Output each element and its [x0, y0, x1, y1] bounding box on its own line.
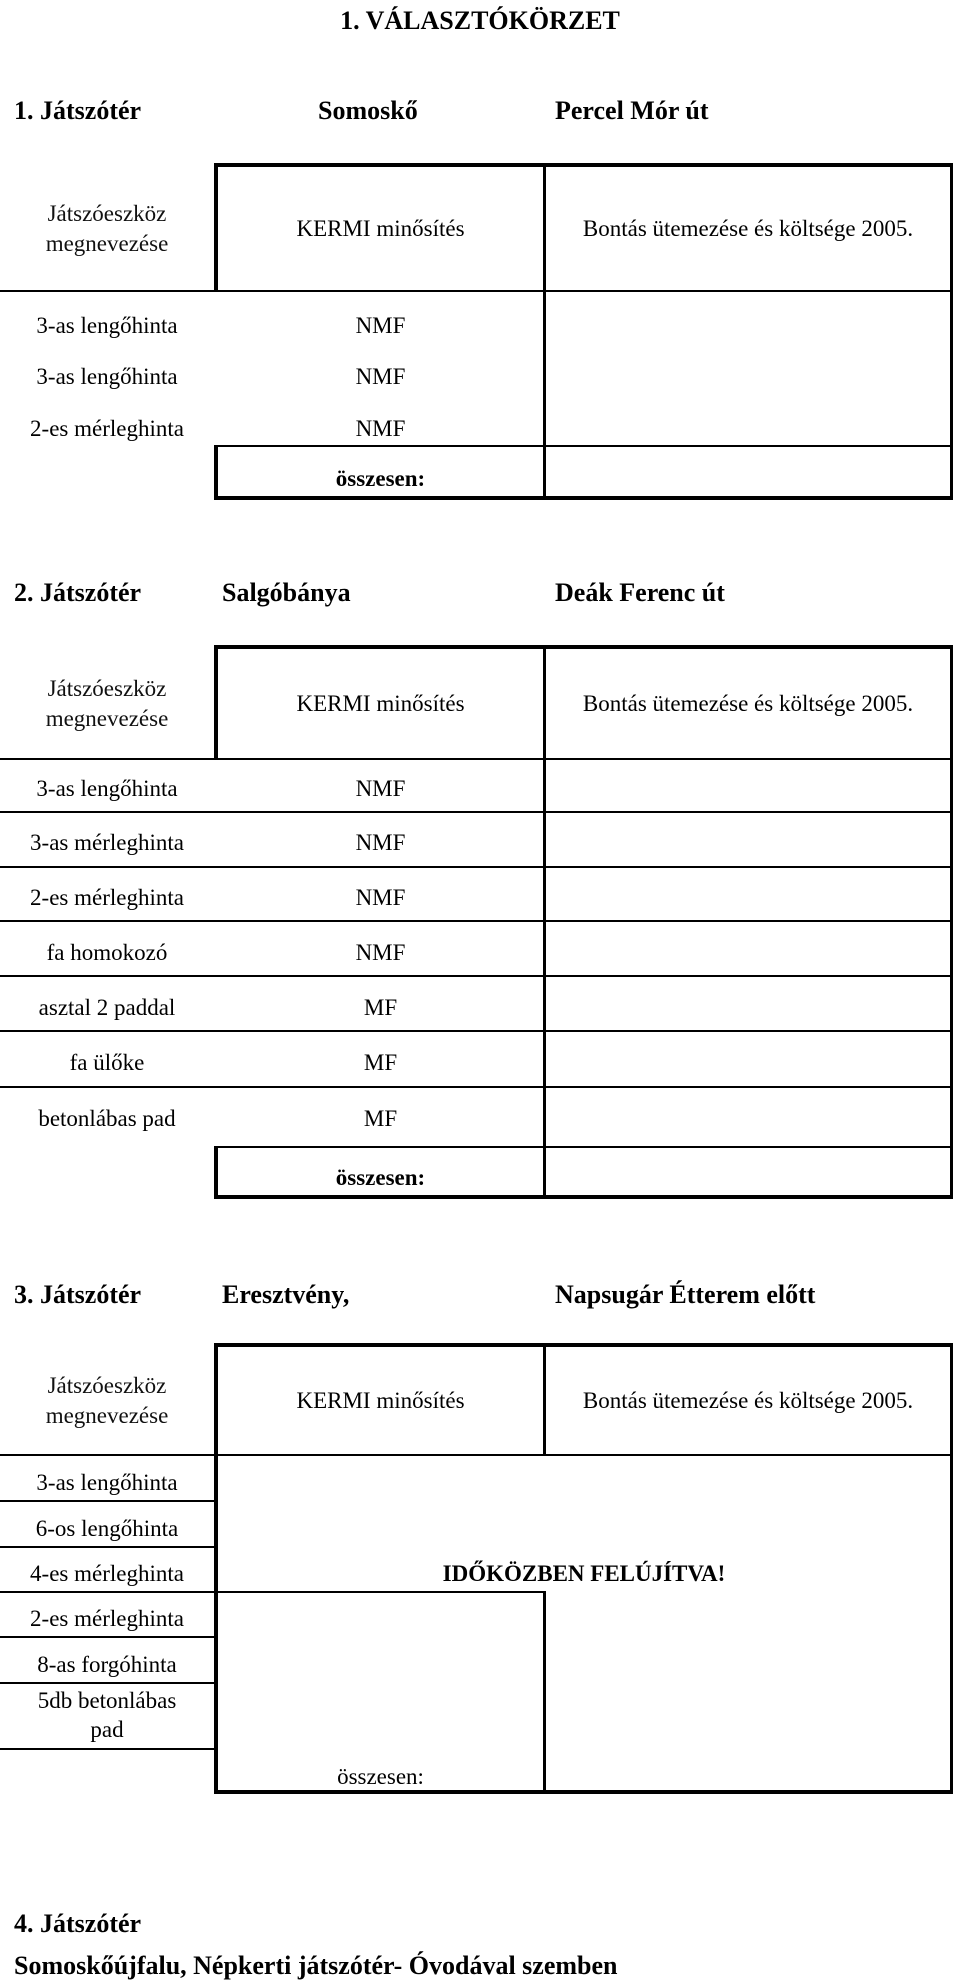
playground-4-number: 4. Játszótér: [14, 1909, 142, 1938]
p2-row4-name: fa homokozó: [46, 940, 168, 965]
p1-row3-rating: NMF: [355, 416, 406, 441]
p2-row1-rating: NMF: [355, 776, 406, 801]
p2-row3-rating: NMF: [355, 885, 406, 910]
playground-1-district: Somoskő: [318, 96, 418, 125]
p3-row6-name: 5db betonlábas pad: [37, 1688, 177, 1742]
p2-row5-rating: MF: [363, 995, 398, 1020]
p3-row4-name: 2-es mérleghinta: [30, 1606, 184, 1631]
p1-row3-name: 2-es mérleghinta: [30, 416, 184, 441]
header-name: Játszóeszköz megnevezése: [45, 675, 169, 731]
playground-3-district: Eresztvény,: [222, 1280, 350, 1309]
p1-row2-rating: NMF: [355, 364, 406, 389]
p2-row6-rating: MF: [363, 1050, 398, 1075]
playground-2-location: Deák Ferenc út: [555, 578, 725, 607]
p3-row5-name: 8-as forgóhinta: [37, 1652, 177, 1677]
playground-2-number: 2. Játszótér: [14, 578, 142, 607]
p3-row3-name: 4-es mérleghinta: [30, 1561, 184, 1586]
p3-renovated-note: IDŐKÖZBEN FELÚJÍTVA!: [442, 1561, 726, 1586]
p2-row6-name: fa ülőke: [69, 1050, 145, 1075]
playground-4-subtitle: Somoskőújfalu, Népkerti játszótér- Óvodával szemben: [14, 1951, 618, 1980]
header-cost: Bontás ütemezése és költsége 2005.: [582, 690, 914, 716]
playground-2-district: Salgóbánya: [222, 578, 351, 607]
p2-row2-name: 3-as mérleghinta: [30, 830, 184, 855]
playground-1-number: 1. Játszótér: [14, 96, 142, 125]
header-rating: KERMI minősítés: [296, 690, 465, 716]
header-rating: KERMI minősítés: [296, 1387, 465, 1413]
header-cost: Bontás ütemezése és költsége 2005.: [582, 215, 914, 241]
p1-row1-name: 3-as lengőhinta: [36, 313, 178, 338]
playground-3-number: 3. Játszótér: [14, 1280, 142, 1309]
page-title: 1. VÁLASZTÓKÖRZET: [340, 6, 620, 35]
header-rating: KERMI minősítés: [296, 215, 465, 241]
playground-1-location: Percel Mór út: [555, 96, 709, 125]
p1-total-label: összesen:: [335, 466, 426, 491]
p3-row1-name: 3-as lengőhinta: [36, 1470, 178, 1495]
header-cost: Bontás ütemezése és költsége 2005.: [582, 1387, 914, 1413]
p2-row7-name: betonlábas pad: [38, 1106, 176, 1131]
p3-row2-name: 6-os lengőhinta: [35, 1516, 179, 1541]
p2-row5-name: asztal 2 paddal: [38, 995, 176, 1020]
p2-row1-name: 3-as lengőhinta: [36, 776, 178, 801]
p2-total-label: összesen:: [335, 1165, 426, 1190]
p3-total-label: összesen:: [337, 1764, 424, 1789]
p1-row2-name: 3-as lengőhinta: [36, 364, 178, 389]
p2-row7-rating: MF: [363, 1106, 398, 1131]
p1-row1-rating: NMF: [355, 313, 406, 338]
header-name: Játszóeszköz megnevezése: [45, 200, 169, 256]
p2-row2-rating: NMF: [355, 830, 406, 855]
header-name: Játszóeszköz megnevezése: [45, 1372, 169, 1428]
playground-3-location: Napsugár Étterem előtt: [555, 1280, 816, 1309]
p2-row4-rating: NMF: [355, 940, 406, 965]
p2-row3-name: 2-es mérleghinta: [30, 885, 184, 910]
